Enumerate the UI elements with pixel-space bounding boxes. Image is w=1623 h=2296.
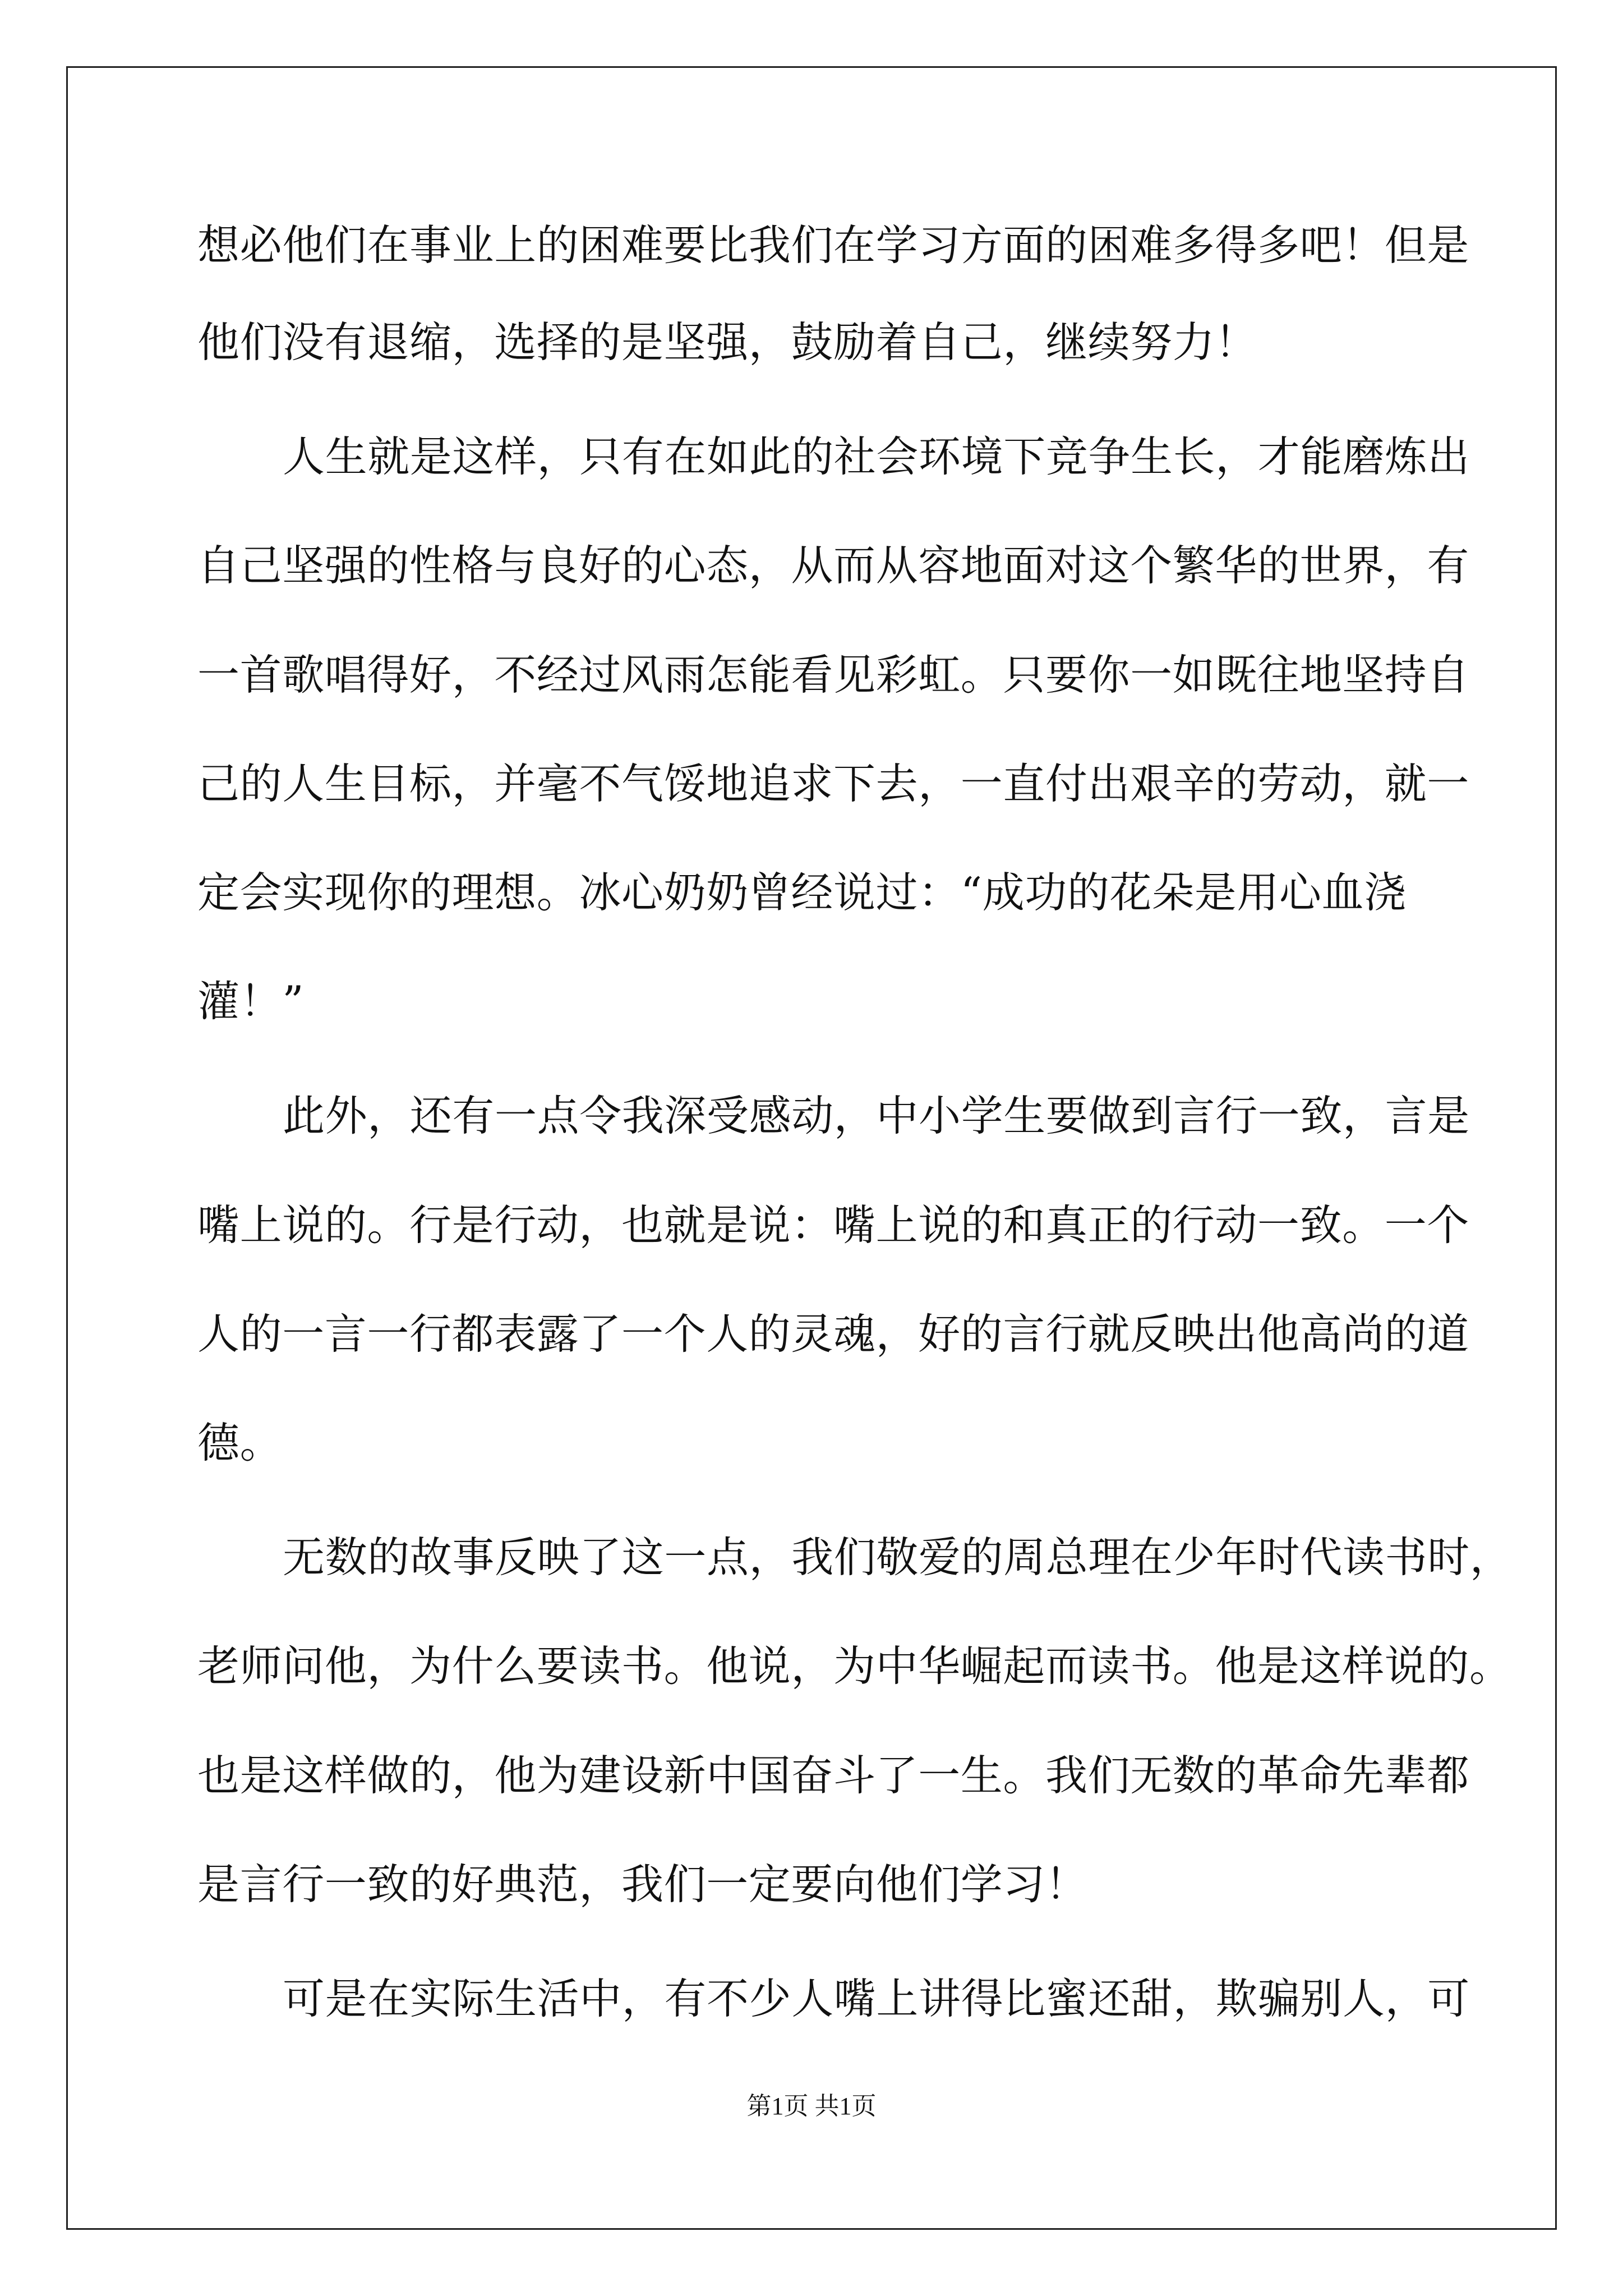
text-line: 灌！” <box>197 977 305 1026</box>
text-line: 也是这样做的，他为建设新中国奋斗了一生。我们无数的革命先辈都 <box>197 1751 1470 1800</box>
paragraph-start-line: 人生就是这样，只有在如此的社会环境下竞争生长，才能磨炼出 <box>283 432 1470 481</box>
text-line: 德。 <box>197 1418 283 1467</box>
paragraph-start-line: 可是在实际生活中，有不少人嘴上讲得比蜜还甜，欺骗别人，可 <box>283 1974 1470 2023</box>
text-line: 一首歌唱得好，不经过风雨怎能看见彩虹。只要你一如既往地坚持自 <box>197 650 1470 700</box>
text-line: 想必他们在事业上的困难要比我们在学习方面的困难多得多吧！但是 <box>197 220 1470 270</box>
text-line: 是言行一致的好典范，我们一定要向他们学习！ <box>197 1860 1088 1909</box>
text-line: 嘴上说的。行是行动，也就是说：嘴上说的和真正的行动一致。一个 <box>197 1200 1470 1250</box>
page-number-footer: 第1页 共1页 <box>746 2092 877 2120</box>
text-line: 自己坚强的性格与良好的心态，从而从容地面对这个繁华的世界，有 <box>197 541 1470 590</box>
text-line: 己的人生目标，并毫不气馁地追求下去，一直付出艰辛的劳动，就一 <box>197 759 1470 808</box>
text-line: 定会实现你的理想。冰心奶奶曾经说过：“成功的花朵是用心血浇 <box>197 868 1407 917</box>
text-line: 老师问他，为什么要读书。他说，为中华崛起而读书。他是这样说的。 <box>197 1641 1512 1691</box>
paragraph-start-line: 此外，还有一点令我深受感动，中小学生要做到言行一致，言是 <box>283 1091 1470 1140</box>
paragraph-start-line: 无数的故事反映了这一点，我们敬爱的周总理在少年时代读书时， <box>283 1533 1513 1582</box>
text-line: 人的一言一行都表露了一个人的灵魂，好的言行就反映出他高尚的道 <box>197 1309 1470 1359</box>
text-line: 他们没有退缩，选择的是坚强，鼓励着自己，继续努力！ <box>197 318 1258 367</box>
